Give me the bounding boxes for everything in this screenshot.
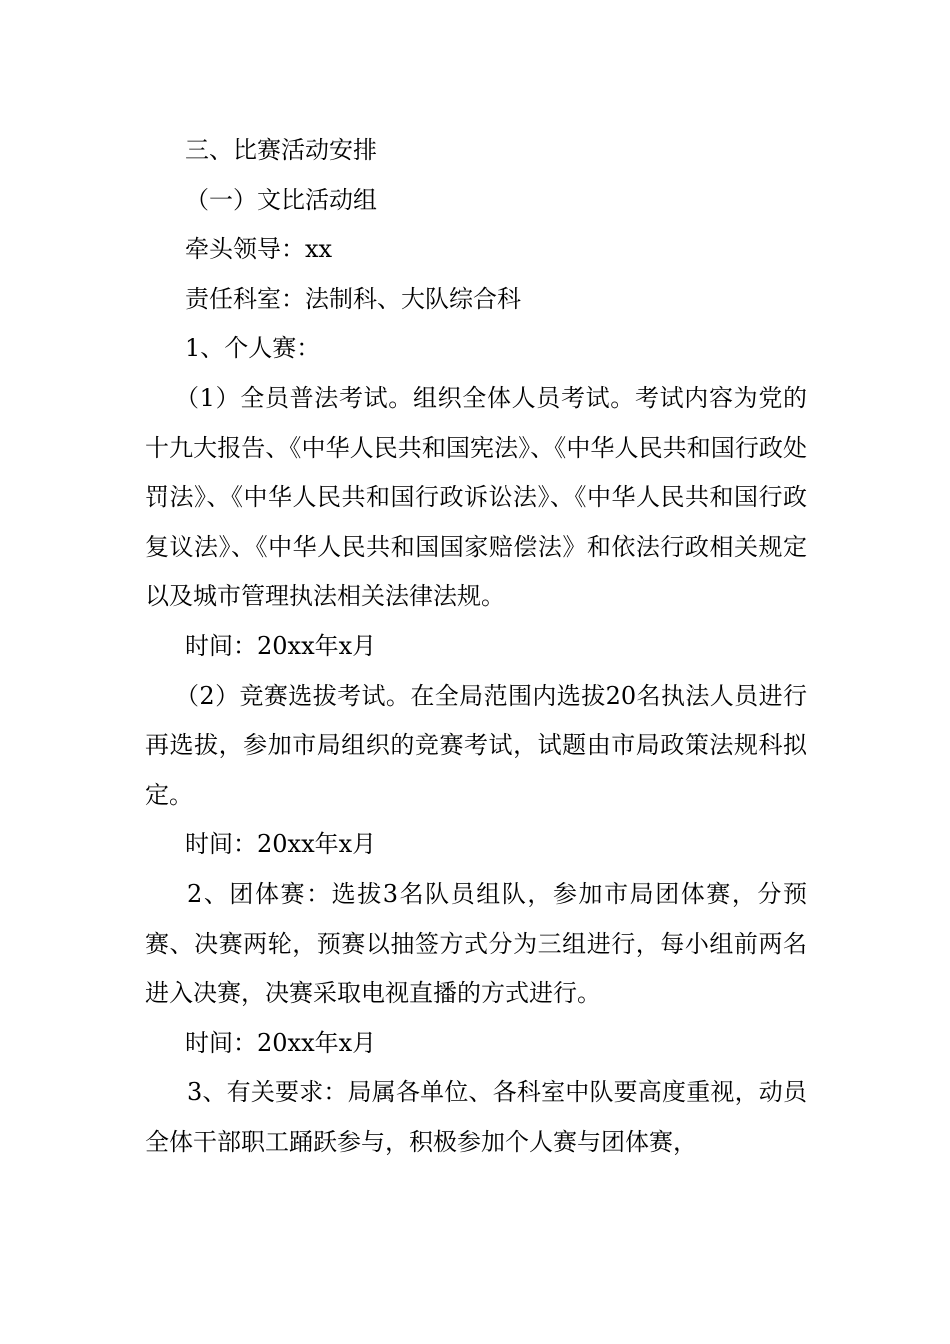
group-heading: （一）文比活动组 bbox=[185, 185, 377, 214]
time-line-1: 时间：20xx年x月 bbox=[185, 631, 377, 660]
item-2-paragraph: （2）竞赛选拔考试。在全局范围内选拔20名执法人员进行再选拔，参加市局组织的竞赛考试，试题由市局政策法规科拟定。 bbox=[145, 681, 807, 809]
requirements-paragraph: 3、有关要求：局属各单位、各科室中队要高度重视，动员全体干部职工踊跃参与，积极参加个人赛与团体赛， bbox=[145, 1078, 807, 1156]
team-competition-paragraph: 2、团体赛：选拔3名队员组队，参加市局团体赛，分预赛、决赛两轮，预赛以抽签方式分为三组进行，每小组前两名进入决赛，决赛采取电视直播的方式进行。 bbox=[145, 879, 807, 1008]
item-1-paragraph: （1）全员普法考试。组织全体人员考试。考试内容为党的十九大报告、《中华人民共和国宪法》、《中华人民共和国行政处罚法》、《中华人民共和国行政诉讼法》、《中华人民共和国行政复议法》、《中华人民共和国国家赔偿法》和依法行政相关规定以及城市管理执法相关法律法规。 bbox=[145, 383, 807, 611]
section-heading: 三、比赛活动安排 bbox=[185, 136, 377, 164]
responsible-office-line: 责任科室：法制科、大队综合科 bbox=[185, 284, 521, 313]
document-page bbox=[145, 126, 807, 1167]
individual-competition-heading: 1、个人赛： bbox=[185, 334, 321, 363]
lead-leader-line: 牵头领导：xx bbox=[185, 235, 333, 264]
time-line-2: 时间：20xx年x月 bbox=[185, 830, 377, 859]
time-line-3: 时间：20xx年x月 bbox=[185, 1028, 377, 1057]
